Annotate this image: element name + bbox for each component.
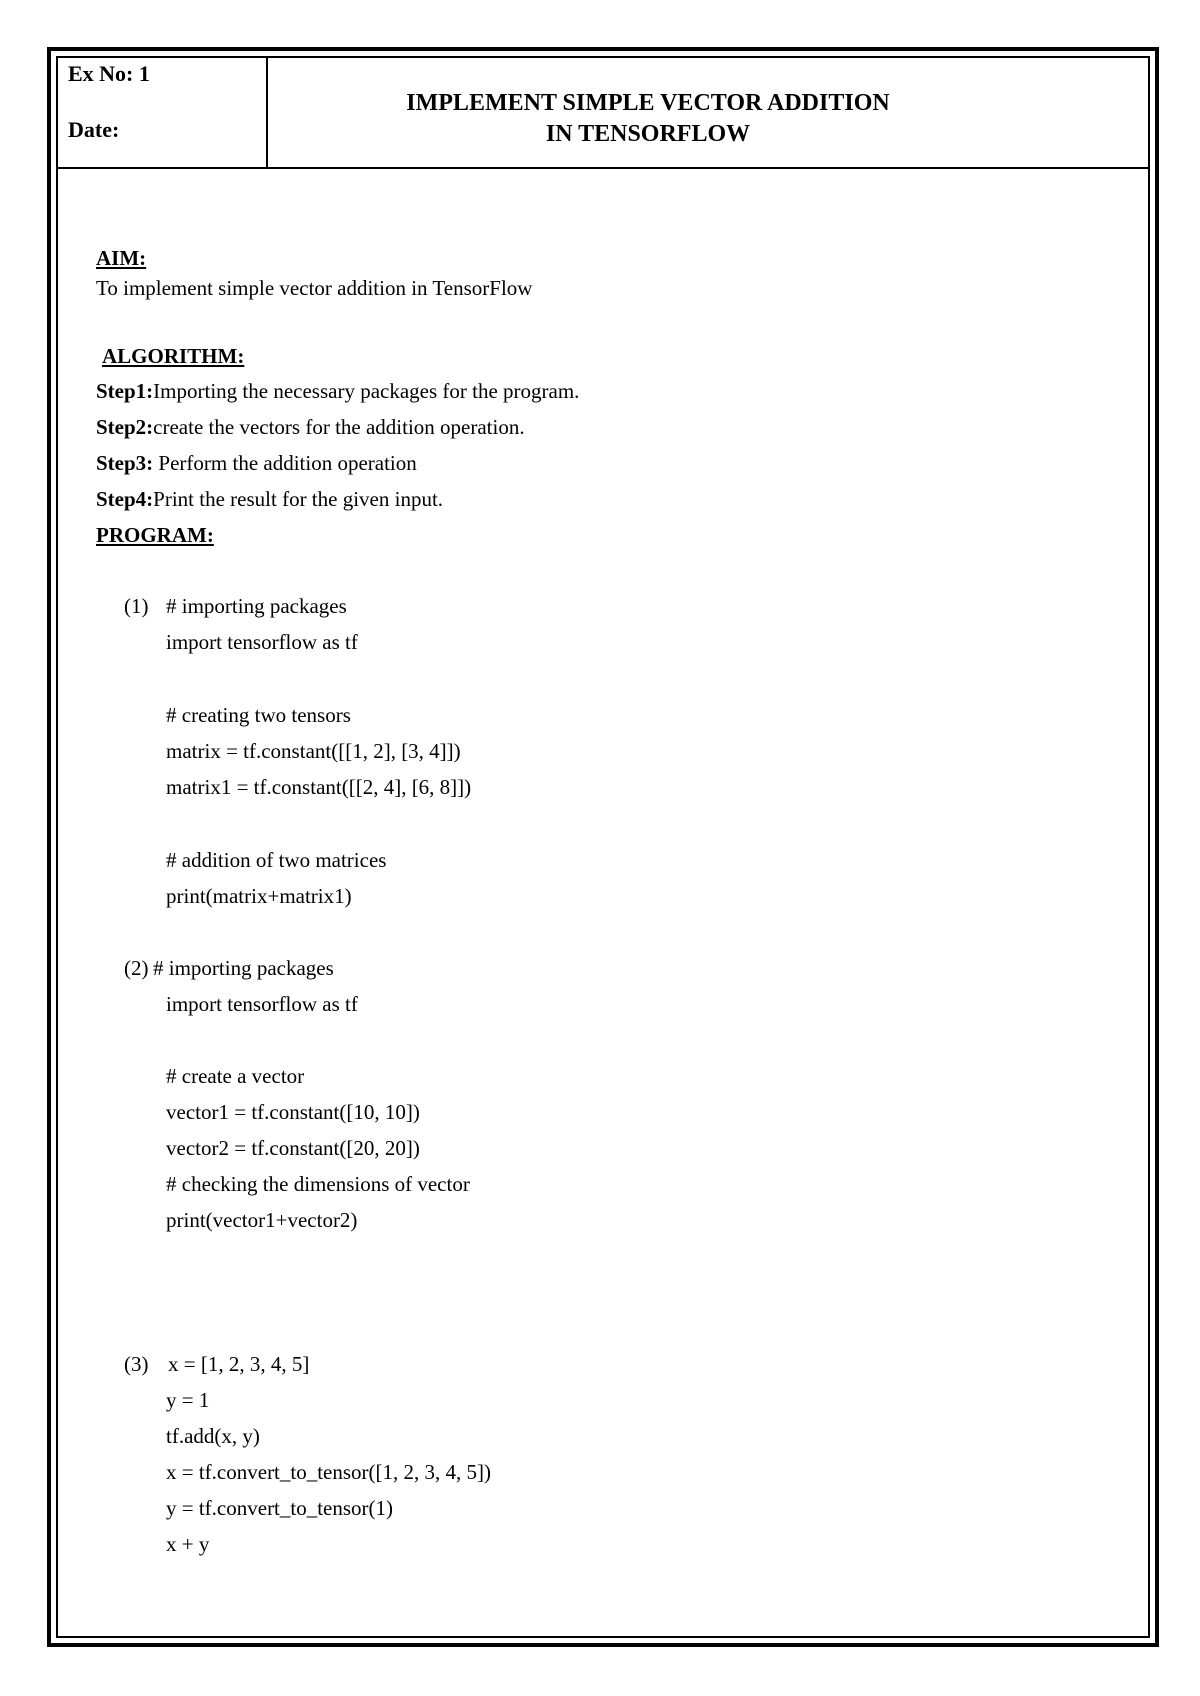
code-line: vector1 = tf.constant([10, 10]) [166, 1100, 420, 1124]
date-label: Date: [68, 117, 120, 142]
program-2-marker: (2) [124, 956, 149, 980]
header-table [58, 58, 1148, 169]
step-text: create the vectors for the addition operation. [153, 415, 525, 439]
ex-no-label: Ex No: 1 [68, 61, 150, 86]
aim-text: To implement simple vector addition in TensorFlow [96, 276, 533, 300]
algorithm-step-2 [96, 414, 525, 440]
page-title [268, 58, 1148, 167]
header-meta-cell [58, 58, 268, 167]
title-line-2: IN TENSORFLOW [545, 121, 751, 147]
step-label: Step3: [96, 451, 154, 475]
code-line: matrix1 = tf.constant([[2, 4], [6, 8]]) [166, 775, 472, 799]
code-line: y = 1 [166, 1388, 210, 1412]
program-3-marker: (3) [124, 1352, 149, 1376]
code-line: # addition of two matrices [166, 848, 387, 872]
code-line: # creating two tensors [166, 703, 351, 727]
code-line: print(matrix+matrix1) [166, 884, 352, 908]
code-line: vector2 = tf.constant([20, 20]) [166, 1136, 420, 1160]
algorithm-step-4 [96, 486, 443, 512]
step-label: Step2: [96, 415, 154, 439]
step-text: Print the result for the given input. [153, 487, 444, 511]
code-line: y = tf.convert_to_tensor(1) [166, 1496, 394, 1520]
step-label: Step4: [96, 487, 154, 511]
code-line: matrix = tf.constant([[1, 2], [3, 4]]) [166, 739, 461, 763]
code-line: tf.add(x, y) [166, 1424, 260, 1448]
code-line: x + y [166, 1532, 210, 1556]
step-text: Perform the addition operation [153, 451, 417, 475]
algorithm-step-1 [96, 378, 579, 404]
code-line: import tensorflow as tf [166, 630, 358, 654]
code-line: x = [1, 2, 3, 4, 5] [168, 1352, 310, 1376]
algorithm-heading: ALGORITHM: [102, 344, 245, 368]
code-line: import tensorflow as tf [166, 992, 358, 1016]
step-label: Step1: [96, 379, 154, 403]
code-line: # checking the dimensions of vector [166, 1172, 470, 1196]
code-line: # importing packages [166, 594, 347, 618]
title-line-1: IMPLEMENT SIMPLE VECTOR ADDITION [406, 90, 890, 116]
code-line: print(vector1+vector2) [166, 1208, 358, 1232]
document-body [58, 169, 1148, 1636]
program-heading: PROGRAM: [96, 523, 214, 547]
algorithm-step-3 [96, 450, 417, 476]
code-line: # create a vector [166, 1064, 305, 1088]
code-line: x = tf.convert_to_tensor([1, 2, 3, 4, 5]) [166, 1460, 492, 1484]
page-frame [47, 47, 1159, 1647]
step-text: Importing the necessary packages for the program. [153, 379, 580, 403]
aim-heading: AIM: [96, 246, 147, 270]
program-1-marker: (1) [124, 594, 149, 618]
code-line: # importing packages [153, 956, 334, 980]
page-frame-inner [56, 56, 1150, 1638]
